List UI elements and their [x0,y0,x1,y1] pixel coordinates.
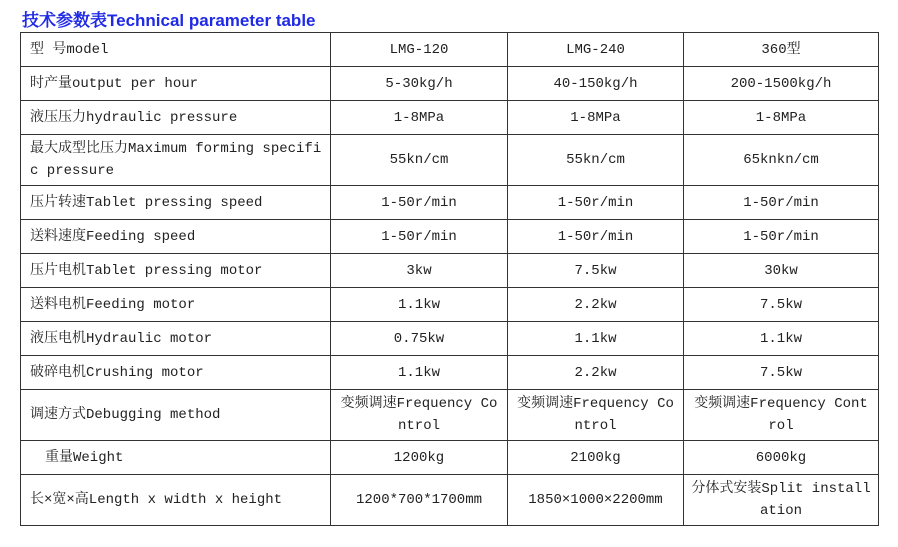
cell-lmg-240: 1850×1000×2200mm [508,475,684,526]
cell-lmg-240: 1-8MPa [508,101,684,135]
cell-360: 7.5kw [684,288,879,322]
row-label: 破碎电机Crushing motor [21,356,331,390]
table-row-feeding-speed [21,220,879,254]
cell-lmg-120: 5-30kg/h [331,67,508,101]
table-row-hydraulic-pressure [21,101,879,135]
table-row-speed-method [21,390,879,441]
row-label: 液压压力hydraulic pressure [21,101,331,135]
page-title: 技术参数表Technical parameter table [22,11,316,30]
technical-parameter-table [20,32,879,526]
cell-360: 360型 [684,33,879,67]
cell-lmg-120: 1200kg [331,441,508,475]
cell-360: 7.5kw [684,356,879,390]
cell-lmg-120: LMG-120 [331,33,508,67]
cell-lmg-240: 2.2kw [508,288,684,322]
row-label: 最大成型比压力Maximum forming specific pressure [21,135,331,186]
row-label: 压片电机Tablet pressing motor [21,254,331,288]
cell-lmg-240: 55kn/cm [508,135,684,186]
cell-360: 1-50r/min [684,220,879,254]
row-label: 送料速度Feeding speed [21,220,331,254]
cell-360: 1-8MPa [684,101,879,135]
cell-360: 1-50r/min [684,186,879,220]
cell-lmg-120: 1200*700*1700mm [331,475,508,526]
row-label: 重量Weight [21,441,331,475]
table-row-crushing-motor [21,356,879,390]
cell-lmg-120: 1-50r/min [331,186,508,220]
table-row-tablet-motor [21,254,879,288]
cell-lmg-240: 2100kg [508,441,684,475]
cell-lmg-240: 变频调速Frequency Control [508,390,684,441]
cell-lmg-120: 55kn/cm [331,135,508,186]
row-label: 送料电机Feeding motor [21,288,331,322]
cell-lmg-240: 1-50r/min [508,220,684,254]
cell-360: 30kw [684,254,879,288]
cell-360: 变频调速Frequency Control [684,390,879,441]
cell-lmg-120: 1-8MPa [331,101,508,135]
cell-360: 65knkn/cm [684,135,879,186]
table-row-tablet-speed [21,186,879,220]
cell-lmg-240: 1-50r/min [508,186,684,220]
cell-lmg-120: 变频调速Frequency Control [331,390,508,441]
cell-360: 分体式安装Split installation [684,475,879,526]
cell-360: 1.1kw [684,322,879,356]
table-row-model [21,33,879,67]
row-label: 压片转速Tablet pressing speed [21,186,331,220]
cell-lmg-120: 1.1kw [331,356,508,390]
row-label: 长×宽×高Length x width x height [21,475,331,526]
table-row-dimensions [21,475,879,526]
row-label: 液压电机Hydraulic motor [21,322,331,356]
table-row-feeding-motor [21,288,879,322]
table-row-weight [21,441,879,475]
cell-360: 200-1500kg/h [684,67,879,101]
cell-lmg-120: 1.1kw [331,288,508,322]
cell-lmg-120: 0.75kw [331,322,508,356]
row-label: 时产量output per hour [21,67,331,101]
row-label: 调速方式Debugging method [21,390,331,441]
table-row-hydraulic-motor [21,322,879,356]
cell-lmg-240: LMG-240 [508,33,684,67]
cell-lmg-120: 1-50r/min [331,220,508,254]
row-label: 型 号model [21,33,331,67]
cell-360: 6000kg [684,441,879,475]
table-row-output [21,67,879,101]
cell-lmg-240: 40-150kg/h [508,67,684,101]
table-row-forming-pressure [21,135,879,186]
cell-lmg-120: 3kw [331,254,508,288]
cell-lmg-240: 2.2kw [508,356,684,390]
cell-lmg-240: 7.5kw [508,254,684,288]
cell-lmg-240: 1.1kw [508,322,684,356]
